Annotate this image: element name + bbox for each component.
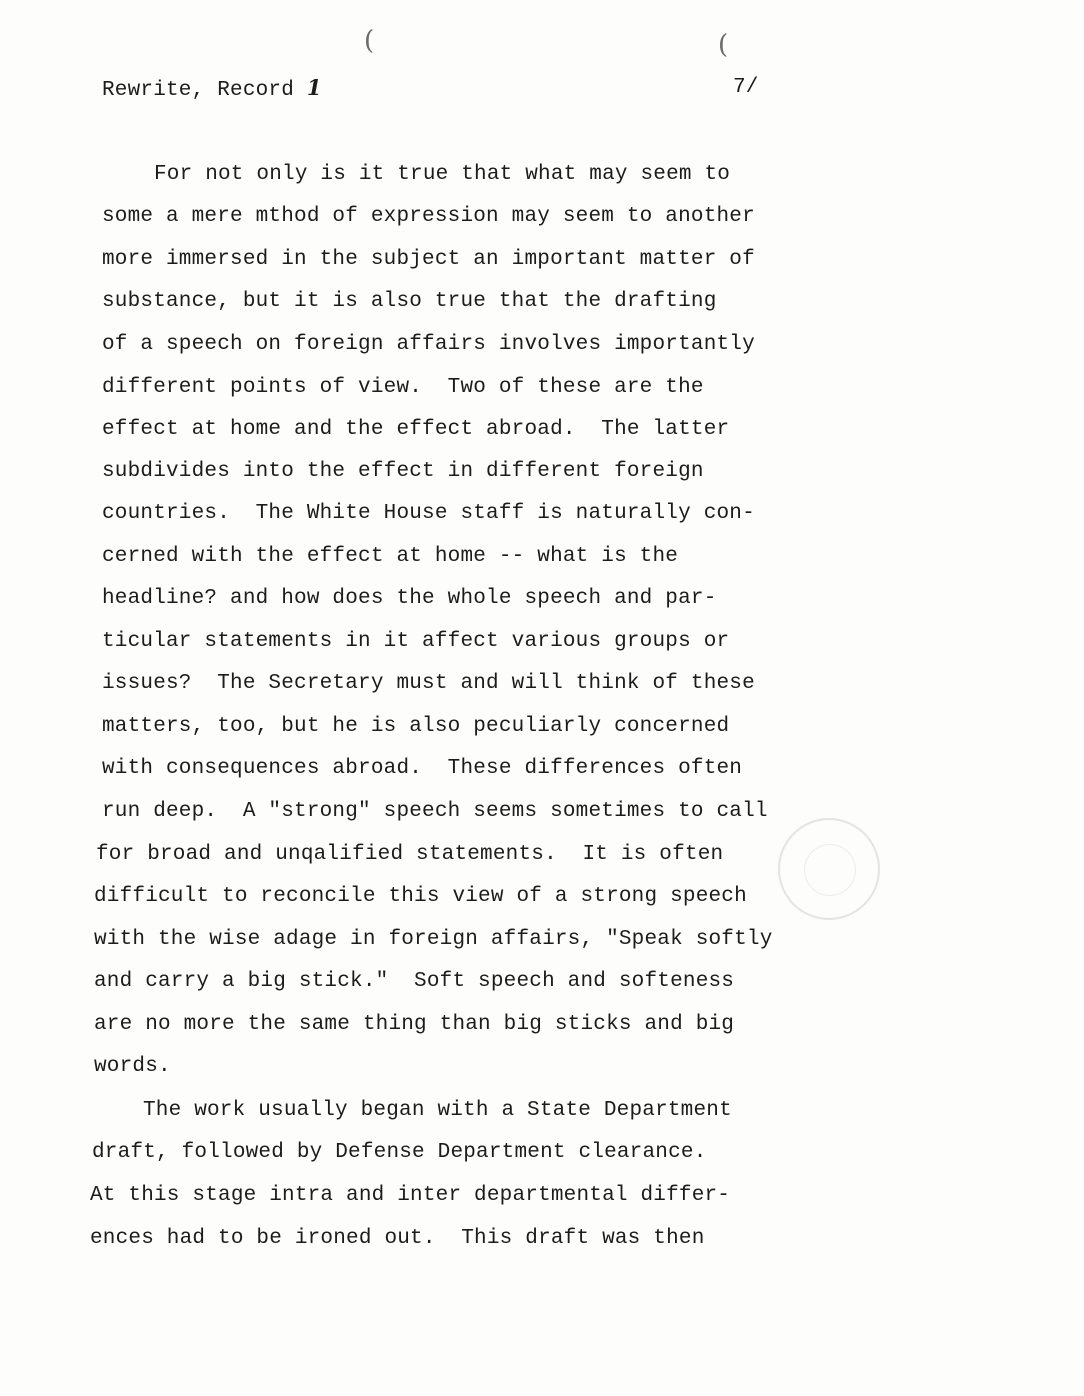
text-line: run deep. A "strong" speech seems sometimes to call bbox=[102, 800, 768, 823]
text-line: ences had to be ironed out. This draft was then bbox=[90, 1227, 705, 1250]
text-line: headline? and how does the whole speech and par- bbox=[102, 587, 717, 610]
text-line: words. bbox=[94, 1055, 171, 1078]
text-line: different points of view. Two of these are the bbox=[102, 376, 704, 399]
text-line: matters, too, but he is also peculiarly concerned bbox=[102, 715, 730, 738]
text-line: with the wise adage in foreign affairs, "Speak softly bbox=[94, 928, 773, 951]
text-line: The work usually began with a State Department bbox=[143, 1099, 732, 1122]
page-number: 7/ bbox=[733, 76, 759, 99]
text-line: ticular statements in it affect various groups or bbox=[102, 630, 730, 653]
margin-mark-left: ( bbox=[364, 26, 375, 56]
text-line: some a mere mthod of expression may seem to another bbox=[102, 205, 755, 228]
text-line: of a speech on foreign affairs involves importantly bbox=[102, 333, 755, 356]
faded-stamp-seal bbox=[778, 818, 880, 920]
header-left bbox=[102, 74, 322, 105]
text-line: with consequences abroad. These differences often bbox=[102, 757, 743, 780]
text-line: subdivides into the effect in different foreign bbox=[102, 460, 704, 483]
text-line: are no more the same thing than big sticks and big bbox=[94, 1013, 735, 1036]
text-line: cerned with the effect at home -- what is the bbox=[102, 545, 679, 568]
text-line: and carry a big stick." Soft speech and softeness bbox=[94, 970, 735, 993]
text-line: At this stage intra and inter departmental differ- bbox=[90, 1184, 731, 1207]
text-line: draft, followed by Defense Department clearance. bbox=[92, 1141, 707, 1164]
text-line: For not only is it true that what may seem to bbox=[154, 163, 731, 186]
header-title: Rewrite, Record bbox=[102, 79, 295, 102]
margin-mark-right: ( bbox=[718, 30, 729, 60]
text-line: countries. The White House staff is naturally con- bbox=[102, 502, 755, 525]
text-line: effect at home and the effect abroad. The latter bbox=[102, 418, 730, 441]
text-line: difficult to reconcile this view of a strong speech bbox=[94, 885, 747, 908]
record-number: 1 bbox=[306, 75, 322, 100]
text-line: more immersed in the subject an important matter of bbox=[102, 248, 755, 271]
text-line: issues? The Secretary must and will think of these bbox=[102, 672, 755, 695]
text-line: substance, but it is also true that the drafting bbox=[102, 290, 717, 313]
faded-stamp-center bbox=[804, 844, 856, 896]
text-line: for broad and unqalified statements. It is often bbox=[96, 843, 724, 866]
